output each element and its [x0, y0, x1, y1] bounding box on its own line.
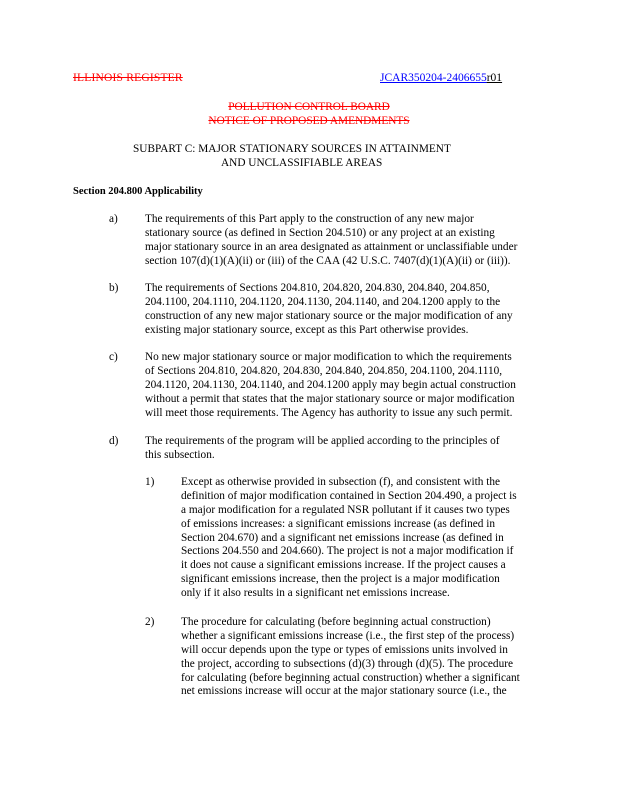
jcar-reference-suffix: r01 — [486, 72, 503, 84]
subsection-label: d) — [109, 435, 119, 447]
text-line: major stationary source in an area designated as attainment or unclassifiable under — [145, 240, 518, 253]
text-line: net emissions increase will occur at the major stationary source (i.e., the — [181, 685, 507, 698]
text-line: without a permit that states that the major stationary source or major modification — [145, 392, 515, 405]
notice-title: NOTICE OF PROPOSED AMENDMENTS — [208, 115, 410, 127]
subsection-text — [181, 616, 520, 699]
text-line: Sections 204.550 and 204.660). The project is not a major modification if — [181, 545, 514, 558]
jcar-reference-id[interactable]: JCAR350204-2406655 — [380, 72, 487, 84]
register-header: ILLINOIS REGISTER — [73, 72, 183, 84]
jcar-reference-link[interactable] — [380, 72, 502, 86]
text-line: stationary source (as defined in Section 204.510) or any project at an existing — [145, 226, 495, 239]
board-title: POLLUTION CONTROL BOARD — [228, 101, 390, 113]
text-line: this subsection. — [145, 448, 215, 461]
text-line: only if it also results in a significant net emissions increase. — [181, 587, 450, 600]
subsection-label: b) — [109, 282, 119, 294]
text-line: a major modification for a regulated NSR pollutant if it causes two types — [181, 503, 510, 516]
text-line: for calculating (before beginning actual construction) whether a significant — [181, 671, 520, 684]
text-line: 204.1100, 204.1110, 204.1120, 204.1130, 204.1140, and 204.1200 apply to the — [145, 295, 501, 308]
text-line: section 107(d)(1)(A)(ii) or (iii) of the CAA (42 U.S.C. 7407(d)(1)(A)(ii) or (iii)). — [145, 254, 511, 267]
text-line: Section 204.670) and a significant net emissions increase (as defined in — [181, 531, 504, 544]
text-line: definition of major modification contained in Section 204.490, a project is — [181, 489, 517, 502]
text-line: The procedure for calculating (before beginning actual construction) — [181, 616, 491, 628]
section-heading: Section 204.800 Applicability — [73, 186, 203, 197]
text-line: of Sections 204.810, 204.820, 204.830, 204.840, 204.850, 204.1100, 204.1110, — [145, 364, 503, 377]
subsection-label: 1) — [145, 476, 155, 488]
subsection-text — [145, 435, 499, 463]
text-line: The requirements of Sections 204.810, 204.820, 204.830, 204.840, 204.850, — [145, 282, 490, 294]
text-line: the project, according to subsections (d)(3) through (d)(5). The procedure — [181, 657, 513, 670]
subsection-text — [145, 213, 517, 269]
text-line: existing major stationary source, except as this Part otherwise provides. — [145, 323, 469, 336]
text-line: of emissions increases: a significant emissions increase (as defined in — [181, 517, 496, 530]
text-line: No new major stationary source or major modification to which the requirements — [145, 351, 512, 363]
text-line: it does not cause a significant emissions increase. If the project causes a — [181, 559, 506, 572]
text-line: 204.1120, 204.1130, 204.1140, and 204.1200 apply may begin actual construction — [145, 378, 516, 391]
text-line: Except as otherwise provided in subsection (f), and consistent with the — [181, 476, 501, 488]
text-line: The requirements of this Part apply to the construction of any new major — [145, 213, 474, 225]
text-line: will meet those requirements. The Agency has authority to issue any such permit. — [145, 406, 513, 419]
subsection-label: 2) — [145, 616, 155, 628]
text-line: whether a significant emissions increase (i.e., the first step of the process) — [181, 629, 515, 642]
text-line: will occur depends upon the type or types of emissions units involved in — [181, 643, 508, 656]
subsection-text — [145, 282, 513, 338]
text-line: The requirements of the program will be applied according to the principles of — [145, 435, 500, 447]
subsection-text — [145, 351, 516, 420]
subsection-label: c) — [109, 351, 118, 363]
subsection-label: a) — [109, 213, 118, 225]
subpart-heading-line2: AND UNCLASSIFIABLE AREAS — [221, 157, 383, 169]
text-line: significant emissions increase, then the project is a major modification — [181, 573, 500, 586]
text-line: construction of any new major stationary source or the major modification of any — [145, 309, 513, 322]
subpart-heading-line1: SUBPART C: MAJOR STATIONARY SOURCES IN ATTAINMENT — [133, 143, 451, 155]
subsection-text — [181, 476, 517, 601]
